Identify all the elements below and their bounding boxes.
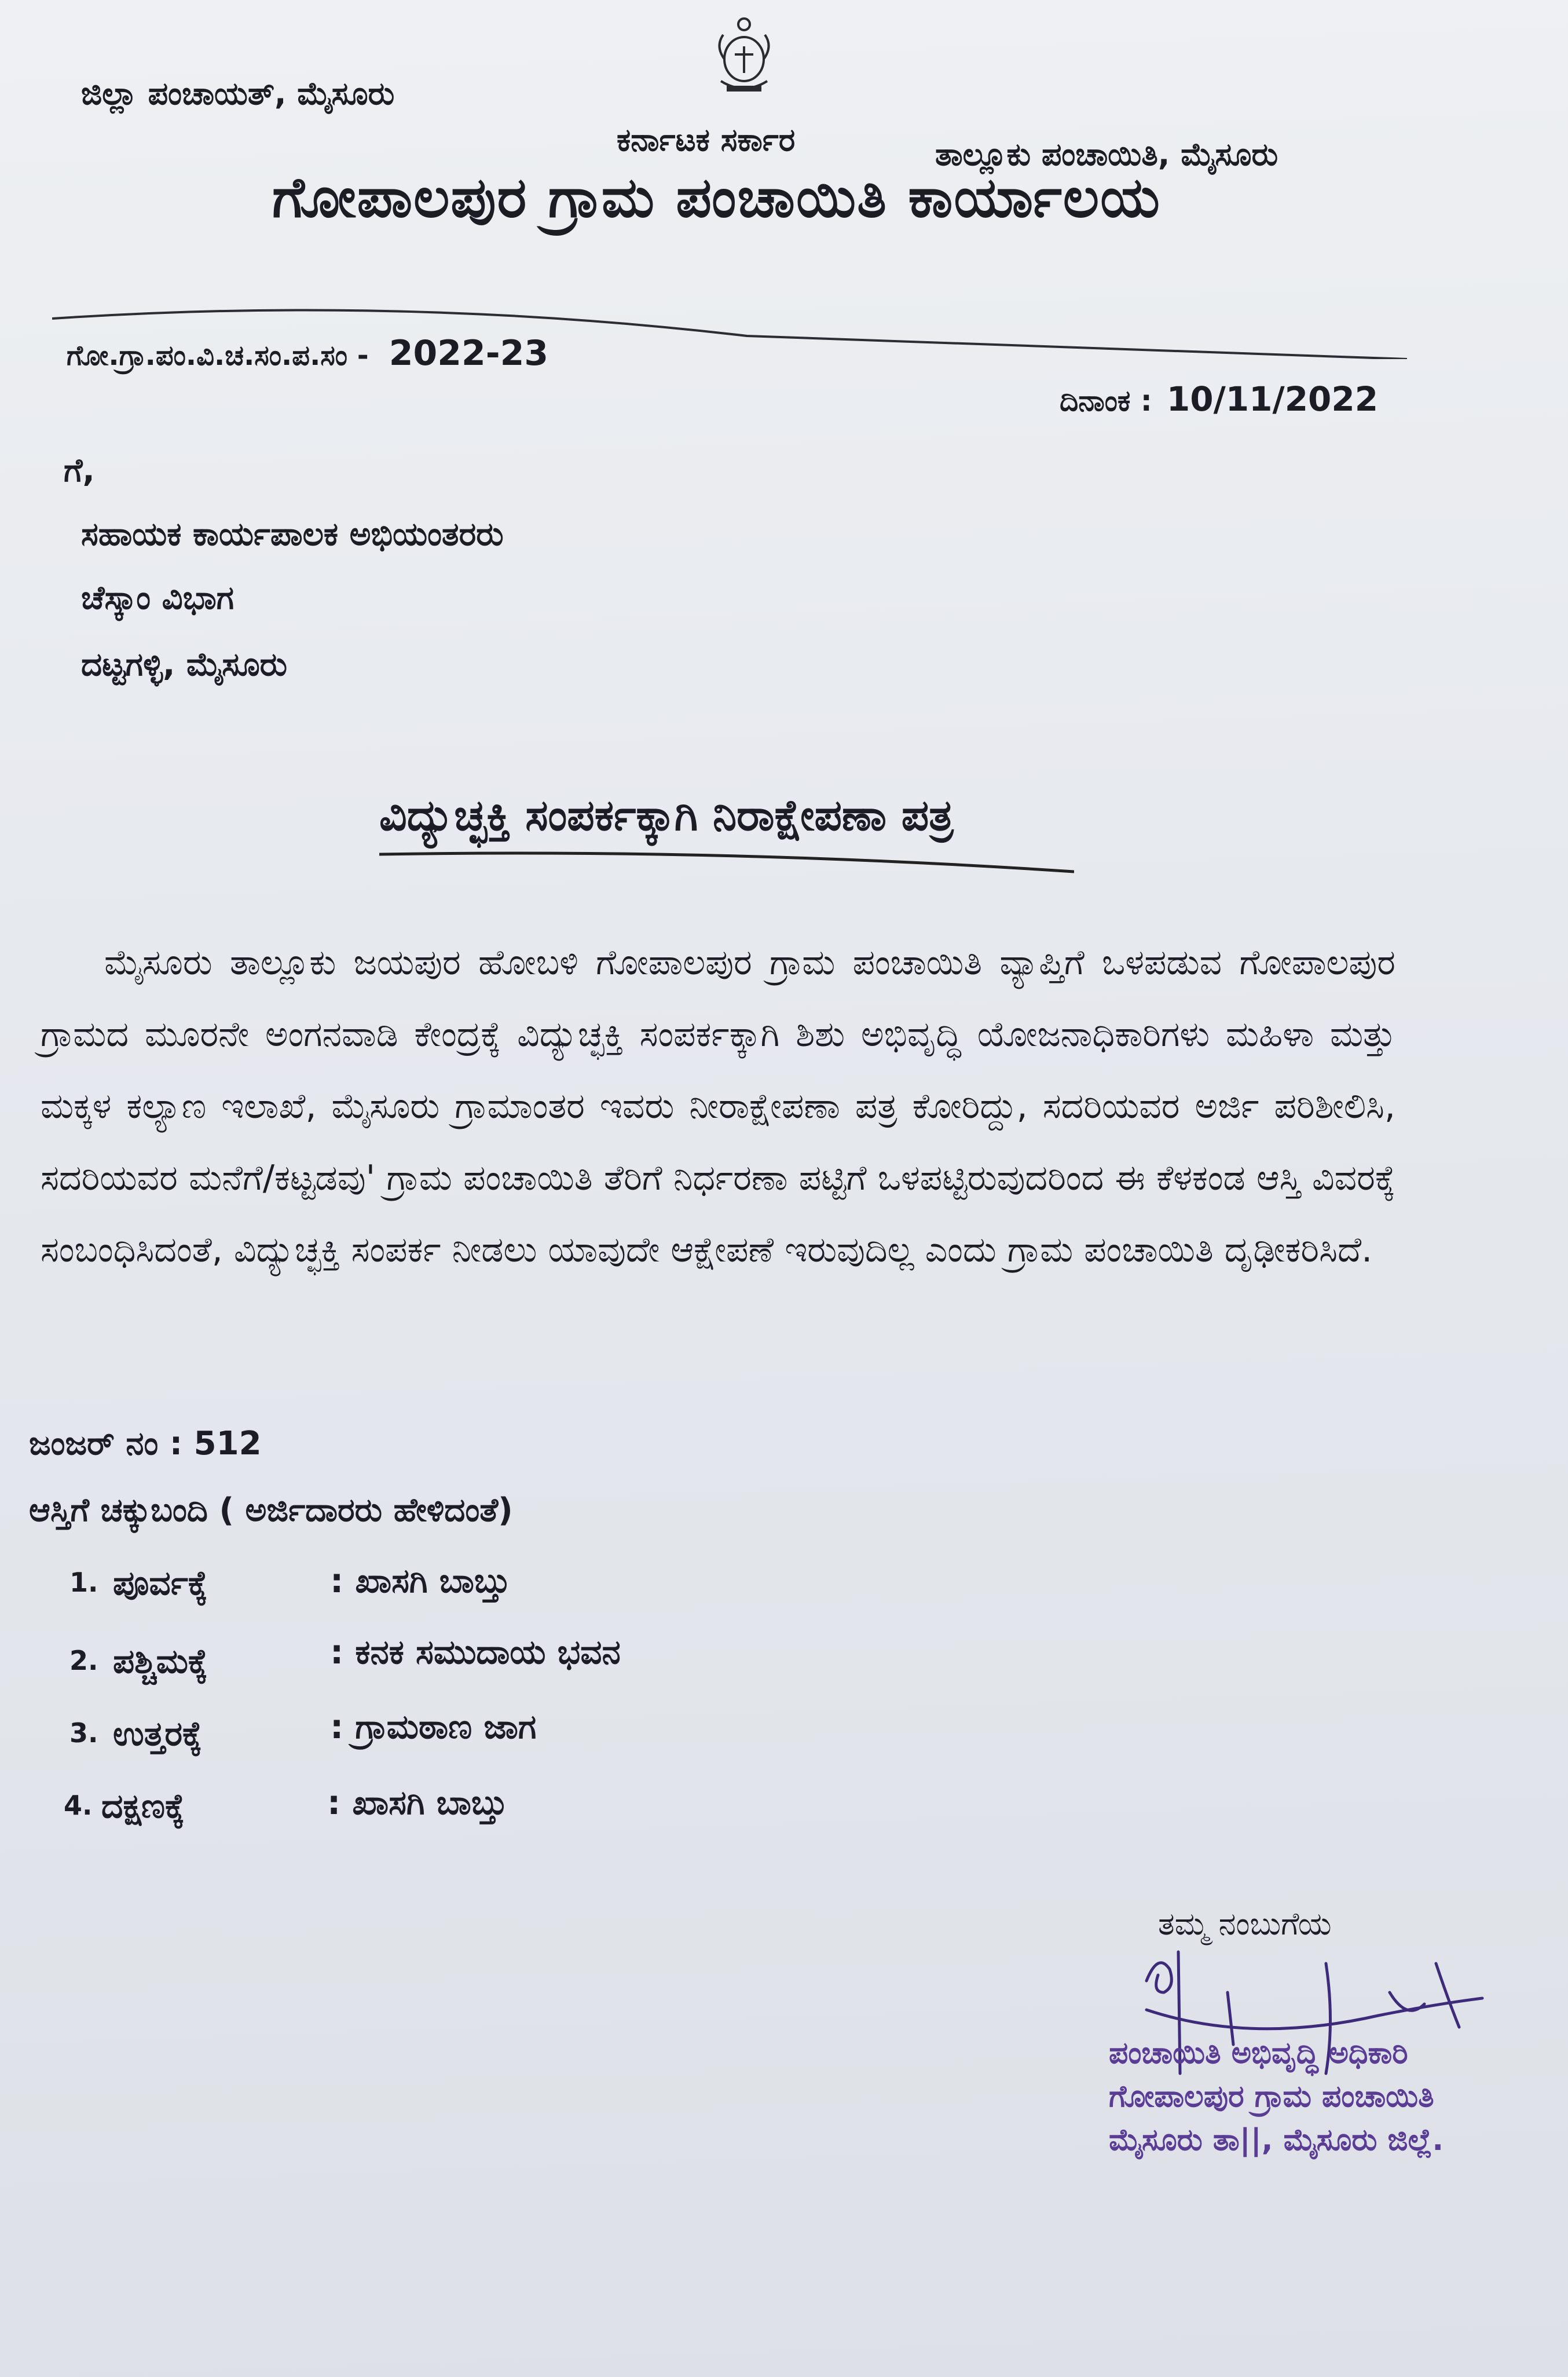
boundary-value: : ಕನಕ ಸಮುದಾಯ ಭವನ [330,1632,621,1672]
office-title: ಗೋಪಾಲಪುರ ಗ್ರಾಮ ಪಂಚಾಯಿತಿ ಕಾರ್ಯಾಲಯ [272,165,1161,230]
district-panchayat-label: ಜಿಲ್ಲಾ ಪಂಚಾಯತ್, ಮೈಸೂರು [81,75,395,112]
boundary-direction: ಉತ್ತರಕ್ಕೆ [113,1714,202,1753]
boundary-direction: ಪೂರ್ವಕ್ಕೆ [113,1563,208,1603]
boundary-number: 3. [69,1717,98,1749]
stamp-office: ಗೋಪಾಲಪುರ ಗ್ರಾಮ ಪಂಚಾಯಿತಿ [1109,2079,1434,2114]
reference-number [67,333,548,374]
boundary-row-west [69,1632,621,1681]
closing-salutation: ತಮ್ಮ ನಂಬುಗೆಯ [1158,1906,1332,1942]
government-label: ಕರ್ನಾಟಕ ಸರ್ಕಾರ [617,122,796,158]
karnataka-emblem-icon [698,12,790,98]
recipient-line1: ಸಹಾಯಕ ಕಾರ್ಯಪಾಲಕ ಅಭಿಯಂತರರು [81,515,504,553]
letter-date [1060,379,1378,419]
junjar-value: 512 [193,1425,262,1462]
subject-heading: ವಿದ್ಯುಚ್ಛಕ್ತಿ ಸಂಪರ್ಕಕ್ಕಾಗಿ ನಿರಾಕ್ಷೇಪಣಾ ಪತ್ರ [379,791,954,840]
recipient-line2: ಚೆಸ್ಕಾಂ ವಿಭಾಗ [81,579,235,617]
boundary-value: : ಖಾಸಗಿ ಬಾಬ್ತು [330,1561,511,1600]
subject-underline [379,843,1074,877]
stamp-location: ಮೈಸೂರು ತಾ||, ಮೈಸೂರು ಜಿಲ್ಲೆ. [1109,2123,1444,2157]
boundary-row-north [69,1707,537,1753]
boundary-row-east [69,1561,511,1603]
boundary-value: : ಗ್ರಾಮಠಾಣ ಜಾಗ [330,1707,537,1746]
boundary-number: 1. [69,1567,98,1598]
body-paragraph: ಮೈಸೂರು ತಾಲ್ಲೂಕು ಜಯಪುರ ಹೋಬಳಿ ಗೋಪಾಲಪುರ ಗ್ರಾಮ ಪಂಚಾಯಿತಿ ವ್ಯಾಪ್ತಿಗೆ ಒಳಪಡುವ ಗೋಪಾಲಪುರ ಗ್ರಾಮದ ಮೂರನೇ ಅಂಗನವಾಡಿ ಕೇಂದ್ರಕ್ಕೆ ವಿದ್ಯುಚ್ಛಕ್ತಿ ಸಂಪರ್ಕಕ್ಕಾಗಿ ಶಿಶು ಅಭಿವೃದ್ಧಿ ಯೋಜನಾಧಿಕಾರಿಗಳು ಮಹಿಳಾ ಮತ್ತು ಮಕ್ಕಳ ಕಲ್ಯಾಣ ಇಲಾಖೆ, ಮೈಸೂರು ಗ್ರಾಮಾಂತರ ಇವರು ನೀರಾಕ್ಷೇಪಣಾ ಪತ್ರ ಕೋರಿದ್ದು, ಸದರಿಯವರ ಅರ್ಜಿ ಪರಿಶೀಲಿಸಿ, ಸದರಿಯವರ ಮನೆಗೆ/ಕಟ್ಟಡವು' ಗ್ರಾಮ ಪಂಚಾಯಿತಿ ತೆರಿಗೆ ನಿರ್ಧರಣಾ ಪಟ್ಟಿಗೆ ಒಳಪಟ್ಟಿರುವುದರಿಂದ ಈ ಕೆಳಕಂಡ ಆಸ್ತಿ ವಿವರಕ್ಕೆ ಸಂಬಂಧಿಸಿದಂತೆ, ವಿದ್ಯುಚ್ಛಕ್ತಿ ಸಂಪರ್ಕ ನೀಡಲು ಯಾವುದೇ ಆಕ್ಷೇಪಣೆ ಇರುವುದಿಲ್ಲ ಎಂದು ಗ್ರಾಮ ಪಂಚಾಯಿತಿ ದೃಢೀಕರಿಸಿದೆ. [41,942,1395,1270]
stamp-designation: ಪಂಚಾಯಿತಿ ಅಭಿವೃದ್ಧಿ ಅಧಿಕಾರಿ [1109,2036,1408,2071]
boundary-direction: ದಕ್ಷಣಕ್ಕೆ [101,1786,185,1826]
boundaries-heading: ಆಸ್ತಿಗೆ ಚಕ್ಕುಬಂದಿ ( ಅರ್ಜಿದಾರರು ಹೇಳಿದಂತೆ) [29,1491,513,1529]
date-value: 10/11/2022 [1166,379,1379,419]
date-label: ದಿನಾಂಕ : [1060,384,1152,418]
boundary-number: 2. [69,1645,98,1676]
boundary-number: 4. [64,1790,93,1821]
junjar-label: ಜಂಜರ್ ನಂ : [29,1425,183,1462]
recipient-to: ಗೆ, [64,452,95,489]
boundary-row-south [64,1783,508,1826]
boundary-direction: ಪಶ್ಚಿಮಕ್ಕೆ [113,1641,208,1681]
boundary-value: : ಖಾಸಗಿ ಬಾಬ್ತು [327,1783,508,1822]
taluk-panchayat-label: ತಾಲ್ಲೂಕು ಪಂಚಾಯಿತಿ, ಮೈಸೂರು [935,136,1278,173]
recipient-line3: ದಟ್ಟಗಳ್ಳಿ, ಮೈಸೂರು [81,646,288,683]
reference-year: 2022-23 [389,333,549,374]
reference-prefix: ಗೋ.ಗ್ರಾ.ಪಂ.ವಿ.ಚ.ಸಂ.ಪ.ಸಂ - [67,339,369,372]
junjar-number [29,1425,262,1463]
